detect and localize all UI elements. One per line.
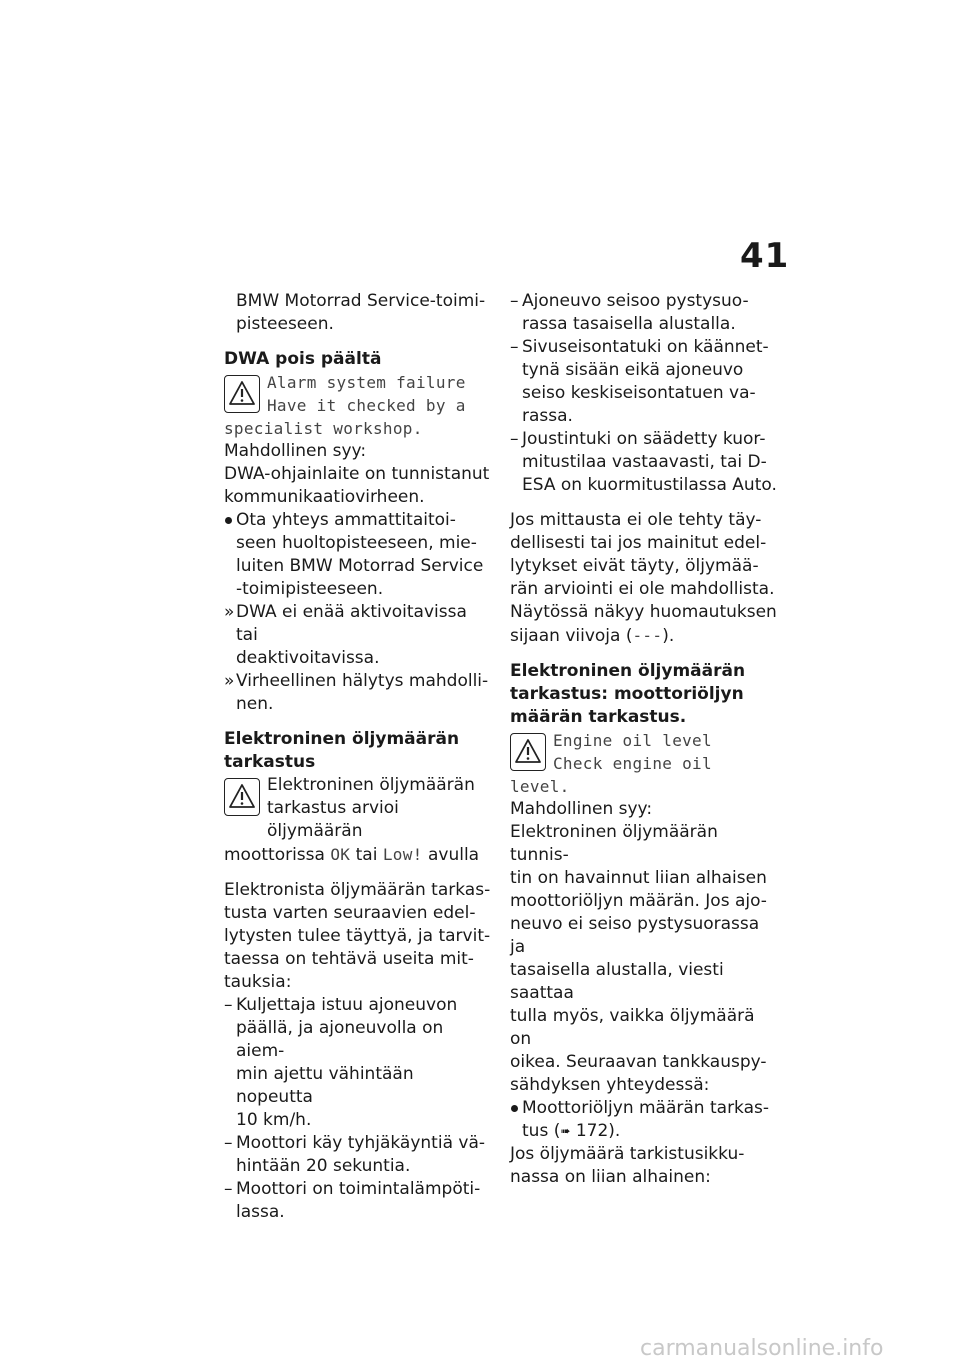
eol-paragraph-line: tauksia: xyxy=(224,972,292,992)
check-action-text: tus ( xyxy=(522,1121,561,1141)
dwa-cause-line: kommunikaatiovirheen. xyxy=(224,487,425,507)
eol-low-value: Low! xyxy=(382,845,423,864)
check-action-line: Moottoriöljyn määrän tarkas- xyxy=(522,1098,770,1118)
dwa-cause-label: Mahdollinen syy: xyxy=(224,441,367,461)
condition-line: Ajoneuvo seisoo pystysuo- xyxy=(522,291,749,311)
dash-marker: – xyxy=(224,995,233,1015)
watermark: carmanualsonline.info xyxy=(640,1336,884,1361)
condition-item xyxy=(224,994,492,1132)
condition-item xyxy=(224,1132,492,1178)
condition-line: Moottori käy tyhjäkäyntiä vä- xyxy=(236,1133,486,1153)
warning-triangle-icon xyxy=(224,778,260,816)
check-cause-line: sähdyksen yhteydessä: xyxy=(510,1075,710,1095)
check-cause-line: tulla myös, vaikka öljymäärä on xyxy=(510,1006,755,1049)
intro-line: pisteeseen. xyxy=(236,314,334,334)
check-action-line xyxy=(522,1120,778,1143)
result-chevron-icon: » xyxy=(224,602,235,622)
warning-triangle-icon xyxy=(224,375,260,413)
eol-paragraph-line: Elektronista öljymäärän tarkas- xyxy=(224,880,491,900)
condition-line: rassa tasaisella alustalla. xyxy=(522,314,736,334)
dwa-result-line: DWA ei enää aktivoitavissa tai xyxy=(236,602,467,645)
check-action-item xyxy=(510,1097,778,1143)
condition-line: Joustintuki on säädetty kuor- xyxy=(522,429,766,449)
check-cause-label: Mahdollinen syy: xyxy=(510,799,653,819)
note-line: Jos mittausta ei ole tehty täy- xyxy=(510,510,762,530)
eol-text: tai xyxy=(355,845,378,865)
condition-line: tynä sisään eikä ajoneuvo xyxy=(522,360,744,380)
right-column xyxy=(510,290,778,1189)
page-reference-link[interactable]: 172). xyxy=(575,1121,621,1141)
dash-marker: – xyxy=(510,429,519,449)
page-number: 41 xyxy=(740,236,790,276)
check-cause-line: neuvo ei seiso pystysuorassa ja xyxy=(510,914,760,957)
condition-line: ESA on kuormitustilassa Auto. xyxy=(522,475,777,495)
check-heading: Elektroninen öljymäärän xyxy=(510,661,746,681)
condition-line: päällä, ja ajoneuvolla on aiem- xyxy=(236,1018,444,1061)
condition-line: lassa. xyxy=(236,1202,285,1222)
note-text: ). xyxy=(662,626,675,646)
check-warning-block xyxy=(510,729,778,775)
eol-warning-line xyxy=(224,843,492,867)
warning-triangle-icon xyxy=(510,733,546,771)
check-heading: määrän tarkastus. xyxy=(510,707,687,727)
condition-line: Moottori on toimintalämpöti- xyxy=(236,1179,481,1199)
condition-item xyxy=(510,290,778,336)
condition-item xyxy=(510,428,778,497)
dwa-action-line: Ota yhteys ammattitaitoi- xyxy=(236,510,456,530)
bullet-icon xyxy=(225,517,232,524)
bullet-icon xyxy=(511,1105,518,1112)
dash-marker: – xyxy=(510,337,519,357)
dwa-action-line: -toimipisteeseen. xyxy=(236,579,384,599)
check-cause-line: Elektroninen öljymäärän tunnis- xyxy=(510,822,718,865)
dwa-message-line: Alarm system failure xyxy=(267,373,466,392)
dwa-result-line: Virheellinen hälytys mahdolli- xyxy=(236,671,489,691)
dwa-action-line: seen huoltopisteeseen, mie- xyxy=(236,533,477,553)
dash-marker: – xyxy=(224,1179,233,1199)
dash-marker: – xyxy=(224,1133,233,1153)
dash-marker: – xyxy=(510,291,519,311)
dwa-action-line: luiten BMW Motorrad Service xyxy=(236,556,484,576)
dwa-result-item xyxy=(224,601,492,670)
condition-item xyxy=(224,1178,492,1224)
dwa-result-line: nen. xyxy=(236,694,274,714)
dwa-message-line: specialist workshop. xyxy=(224,419,423,438)
condition-line: hintään 20 sekuntia. xyxy=(236,1156,411,1176)
check-heading: tarkastus: moottoriöljyn xyxy=(510,684,744,704)
condition-line: rassa. xyxy=(522,406,573,426)
dwa-heading: DWA pois päältä xyxy=(224,349,382,369)
eol-text: moottorissa xyxy=(224,845,325,865)
condition-line: mitustilaa vastaavasti, tai D- xyxy=(522,452,767,472)
eol-text: avulla xyxy=(427,845,480,865)
eol-warning-block xyxy=(224,774,492,843)
intro-line: BMW Motorrad Service-toimi- xyxy=(236,291,486,311)
final-line: Jos öljymäärä tarkistusikku- xyxy=(510,1144,745,1164)
check-message-line: level. xyxy=(510,777,570,796)
note-line: lytykset eivät täyty, öljymää- xyxy=(510,556,759,576)
final-line: nassa on liian alhainen: xyxy=(510,1167,711,1187)
note-text: sijaan viivoja ( xyxy=(510,626,633,646)
eol-warning-line: Elektroninen öljymäärän xyxy=(267,775,475,795)
check-cause-line: oikea. Seuraavan tankkauspy- xyxy=(510,1052,767,1072)
check-cause-line: moottoriöljyn määrän. Jos ajo- xyxy=(510,891,767,911)
condition-line: min ajettu vähintään nopeutta xyxy=(236,1064,414,1107)
condition-item xyxy=(510,336,778,428)
dwa-result-line: deaktivoitavissa. xyxy=(236,648,380,668)
arrow-reference-icon: ➠ xyxy=(560,1124,571,1138)
note-dashes: --- xyxy=(632,626,663,645)
check-cause-line: tasaisella alustalla, viesti saattaa xyxy=(510,960,724,1003)
note-line: dellisesti tai jos mainitut edel- xyxy=(510,533,767,553)
check-cause-line: tin on havainnut liian alhaisen xyxy=(510,868,767,888)
eol-heading: Elektroninen öljymäärän xyxy=(224,729,460,749)
eol-heading: tarkastus xyxy=(224,752,316,772)
eol-ok-value: OK xyxy=(330,845,351,864)
note-line: Näytössä näkyy huomautuksen xyxy=(510,602,777,622)
note-line: rän arviointi ei ole mahdollista. xyxy=(510,579,775,599)
eol-paragraph-line: tusta varten seuraavien edel- xyxy=(224,903,476,923)
note-line xyxy=(510,624,778,648)
condition-line: seiso keskiseisontatuen va- xyxy=(522,383,756,403)
check-message-line: Check engine oil xyxy=(553,754,712,773)
dwa-result-item xyxy=(224,670,492,716)
dwa-action-item xyxy=(224,509,492,601)
result-chevron-icon: » xyxy=(224,671,235,691)
eol-paragraph-line: taessa on tehtävä useita mit- xyxy=(224,949,474,969)
condition-line: 10 km/h. xyxy=(236,1110,312,1130)
dwa-warning-block xyxy=(224,371,492,417)
left-column xyxy=(224,290,492,1224)
eol-warning-line: tarkastus arvioi öljymäärän xyxy=(267,798,399,841)
condition-line: Kuljettaja istuu ajoneuvon xyxy=(236,995,458,1015)
dwa-cause-line: DWA-ohjainlaite on tunnistanut xyxy=(224,464,490,484)
eol-paragraph-line: lytysten tulee täyttyä, ja tarvit- xyxy=(224,926,491,946)
condition-line: Sivuseisontatuki on käännet- xyxy=(522,337,769,357)
check-message-line: Engine oil level xyxy=(553,731,712,750)
dwa-message-line: Have it checked by a xyxy=(267,396,466,415)
